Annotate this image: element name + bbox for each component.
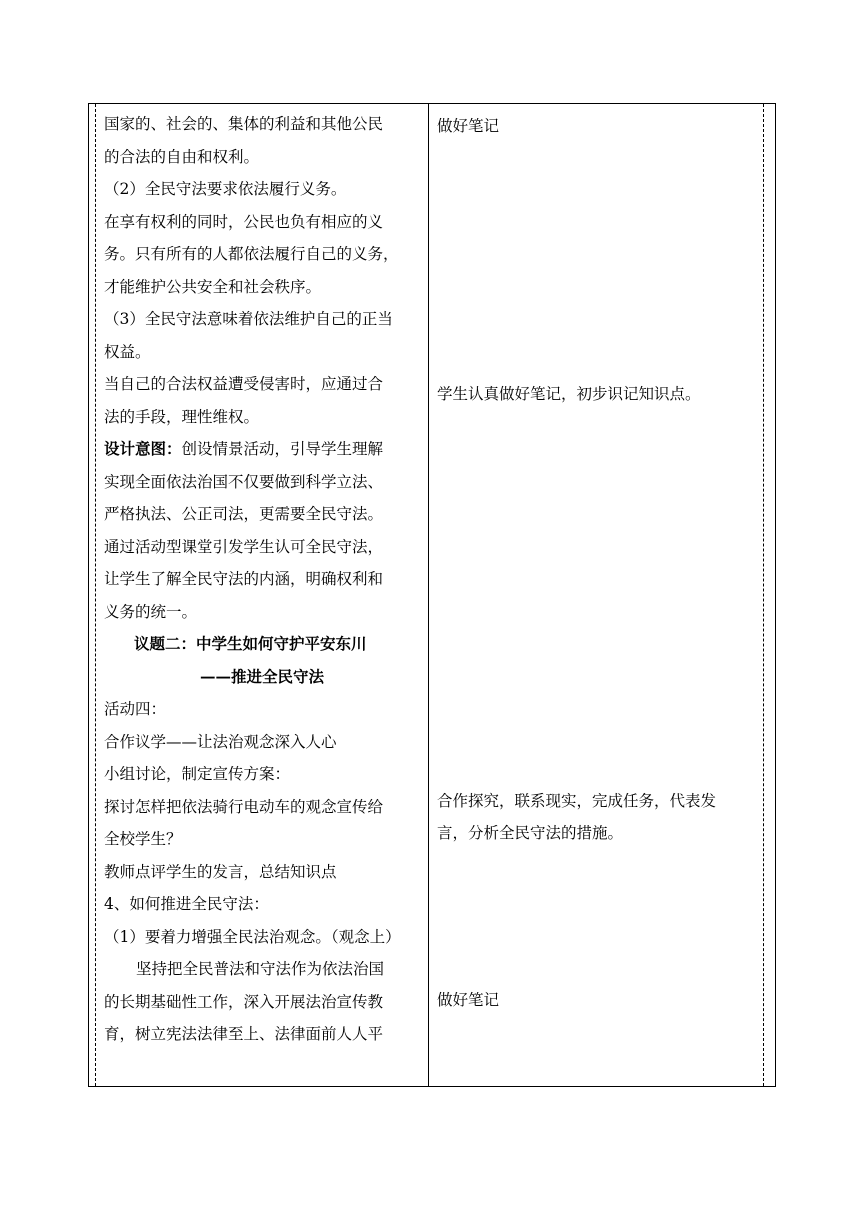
- teacher-activity-column: [104, 104, 426, 1086]
- text-line: 的合法的自由和权利。: [104, 147, 260, 166]
- design-intent-text: 创设情景活动，引导学生理解: [181, 440, 384, 458]
- text-line: 国家的、社会的、集体的利益和其他公民: [104, 115, 384, 133]
- student-note: 学生认真做好笔记，初步识记知识点。: [437, 385, 701, 403]
- text-line: 教师点评学生的发言，总结知识点: [104, 862, 337, 881]
- student-note: 言，分析全民守法的措施。: [437, 824, 624, 842]
- column-divider: [428, 104, 429, 1086]
- text-line: 小组讨论，制定宣传方案：: [104, 765, 291, 783]
- text-line: 合作议学——让法治观念深入人心: [104, 732, 337, 751]
- table-left-dashed-border: [95, 104, 96, 1086]
- text-line: 让学生了解全民守法的内涵，明确权利和: [104, 570, 384, 588]
- text-line: 的长期基础性工作，深入开展法治宣传教: [104, 992, 384, 1011]
- text-line: 义务的统一。: [104, 602, 198, 621]
- student-note: 合作探究，联系现实，完成任务，代表发: [437, 792, 717, 810]
- design-intent-label: 设计意图：: [104, 439, 182, 458]
- student-note: 做好笔记: [437, 991, 500, 1009]
- topic-subtitle: ——推进全民守法: [200, 666, 325, 686]
- text-line: （3）全民守法意味着依法维护自己的正当: [104, 310, 393, 328]
- text-line: 权益。: [104, 342, 151, 361]
- text-line: 才能维护公共安全和社会秩序。: [104, 277, 322, 296]
- student-note: 做好笔记: [437, 117, 500, 135]
- topic-title: 议题二：中学生如何守护平安东川: [134, 634, 367, 653]
- text-line: 在享有权利的同时，公民也负有相应的义: [104, 212, 384, 231]
- student-activity-column: [437, 104, 765, 1086]
- text-line: （1）要着力增强全民法治观念。（观念上）: [104, 927, 401, 946]
- text-line: 当自己的合法权益遭受侵害时，应通过合: [104, 375, 384, 393]
- lesson-table: [88, 103, 776, 1087]
- text-line: 全校学生？: [104, 830, 182, 848]
- text-line: 育，树立宪法法律至上、法律面前人人平: [104, 1025, 384, 1043]
- table-right-border: [775, 104, 776, 1086]
- text-line: 坚持把全民普法和守法作为依法治国: [136, 960, 385, 978]
- text-line: 实现全面依法治国不仅要做到科学立法、: [104, 472, 384, 491]
- text-line: （2）全民守法要求依法履行义务。: [104, 180, 347, 198]
- text-line: 严格执法、公正司法，更需要全民守法。: [104, 505, 384, 523]
- text-line: 活动四：: [104, 700, 167, 718]
- text-line: 法的手段，理性维权。: [104, 407, 260, 426]
- text-line: 通过活动型课堂引发学生认可全民守法，: [104, 537, 384, 556]
- table-left-border: [88, 104, 89, 1086]
- text-line: 务。只有所有的人都依法履行自己的义务，: [104, 245, 399, 263]
- design-intent-line: [104, 433, 426, 466]
- text-line: 探讨怎样把依法骑行电动车的观念宣传给: [104, 797, 384, 816]
- text-line: 4、如何推进全民守法：: [104, 895, 269, 913]
